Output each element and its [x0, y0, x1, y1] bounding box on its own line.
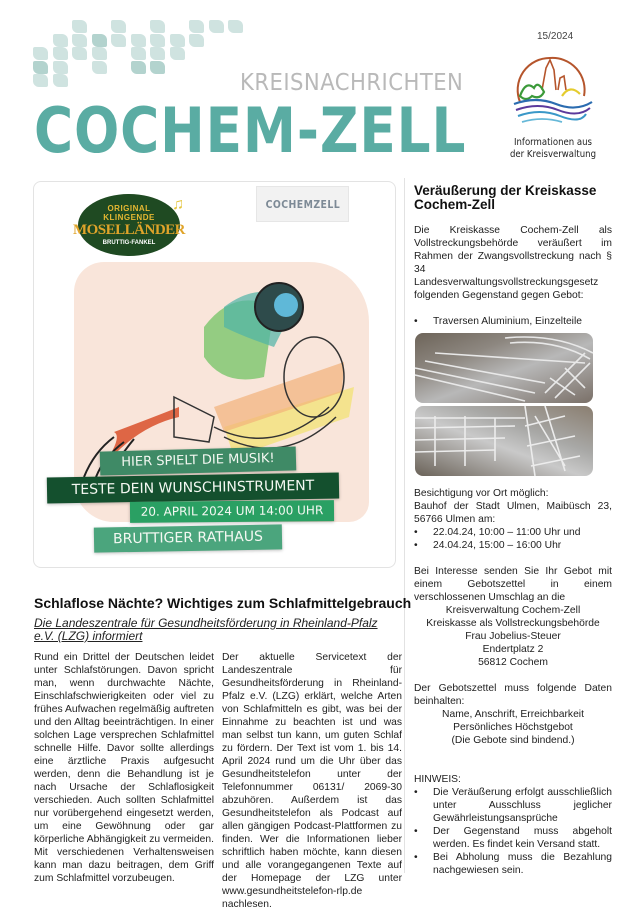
- address-line: Kreisverwaltung Cochem-Zell: [445, 605, 581, 616]
- address-line: Frau Jobelius-Steuer: [465, 631, 561, 642]
- article-subtitle: Die Landeszentrale für Gesundheitsförderung in Rheinland-Pfalz e.V. (LZG) informiert: [34, 616, 378, 643]
- mosaic-tile: [53, 74, 68, 87]
- bid-instructions: Bei Interesse senden Sie Ihr Gebot mit einem Gebotszettel in einem verschlossenen Umschlag an die: [414, 566, 612, 603]
- mosaic-tile: [33, 74, 48, 87]
- crest-wave-4: [522, 119, 562, 122]
- poster-banner-venue: BRUTTIGER RATHAUS: [94, 524, 282, 552]
- notice-item: [414, 825, 612, 851]
- district-crest-icon: [506, 50, 594, 132]
- crest-castle: [542, 60, 566, 90]
- issue-number: 15/2024: [537, 31, 574, 42]
- bullet: •: [414, 540, 418, 551]
- address-line: Kreiskasse als Vollstreckungsbehörde: [426, 618, 600, 629]
- mosaic-tile: [33, 47, 48, 60]
- auction-intro: Die Kreiskasse Cochem-Zell als Vollstreckungsbehörde veräußert im Rahmen der Zwangsvollstreckung nach § 34 Landesverwaltungsvollstreckungsgesetz folgenden Gegenstand gegen Gebot:: [414, 225, 612, 301]
- mosaic-tile: [72, 34, 87, 47]
- notice-text: Der Gegenstand muss abgeholt werden. Es findet kein Versand statt.: [433, 826, 612, 850]
- mosaic-tile: [53, 47, 68, 60]
- club-logo-town: BRUTTIG-FANKEL: [102, 239, 156, 246]
- truss-lines-2: [415, 406, 593, 476]
- crest-sun: [562, 89, 580, 96]
- mosaic-tile: [131, 61, 146, 74]
- mosaic-tile: [189, 20, 204, 33]
- mosaic-tile: [150, 20, 165, 33]
- mosaic-tile: [228, 20, 243, 33]
- mosaic-tile: [92, 47, 107, 60]
- mosaic-tile: [111, 34, 126, 47]
- masthead-supertitle: KREISNACHRICHTEN: [240, 70, 464, 96]
- mosaic-tile: [33, 61, 48, 74]
- mosaic-tile: [170, 47, 185, 60]
- article-title: Schlaflose Nächte? Wichtiges zum Schlafmittelgebrauch: [34, 595, 412, 611]
- viewing-location: Bauhof der Stadt Ulmen, Maibüsch 23, 56766 Ulmen am:: [414, 501, 612, 525]
- aluminium-truss-photo-2: [415, 406, 593, 476]
- mosaic-tile: [53, 61, 68, 74]
- auction-item-text: Traversen Aluminium, Einzelteile: [433, 316, 582, 327]
- aluminium-truss-photo-1: [415, 333, 593, 403]
- helmet-visor: [274, 293, 298, 317]
- mosaic-tile: [53, 34, 68, 47]
- bid-slip-field: (Die Gebote sind bindend.): [451, 735, 575, 746]
- bullet: •: [414, 852, 418, 863]
- tuba-bell: [174, 397, 214, 442]
- astronaut-with-tuba-illustration: [74, 267, 374, 467]
- club-logo-name: MOSELLÄNDER: [72, 221, 186, 238]
- article-column-1: Rund ein Drittel der Deutschen leidet unter Schlafstörungen. Davon spricht man, wenn durchwachte Nächte, Einschlafschwierigkeiten oder viel zu frühes Aufwachen regelmäßig auftreten und den Alltag beeinträchtigen. In einer solchen Lage versprechen Schlafmittel schnelle Hilfe. Davor sollte allerdings eine ärztliche Praxis aufgesucht werden, denn die Behandlung ist je nach Ursache der Schlaflosigkeit verschieden. Auch sollten Schlafmittel nur vorübergehend eingesetzt werden, um eine Gewöhnung oder gar körperliche Abhängigkeit zu vermeiden. Mit verschiedenen Verhaltensweisen kann man dazu beitragen, dem Griff zum Schlafmittel vorzubeugen.: [34, 652, 214, 884]
- mosaic-tile: [131, 47, 146, 60]
- mosaic-tile: [189, 34, 204, 47]
- column-divider: [404, 178, 405, 873]
- auction-notice: [414, 184, 612, 877]
- article-column-2: Der aktuelle Servicetext der Landeszentrale für Gesundheitsförderung in Rheinland-Pfalz e.V. (LZG) erklärt, welche Arten von Schlafmitteln es gibt, was bei der Einnahme zu beachten ist und was man selbst tun kann, um guten Schlaf zu fördern. Der Text ist vom 1. bis 14. April 2024 rund um die Uhr über das Gesundheitstelefon unter der Telefonnummer 06131/ 2069-30 abzuhören. Außerdem ist das Gesundheitstelefon als Podcast auf allen gängigen Podcast-Plattformen zu finden. Wer die Informationen lieber schriftlich haben möchte, kann diesen und alle vorangegangenen Texte auf der Homepage der LZG unter www.gesundheitstelefon-rlp.de nachlesen.: [222, 652, 402, 910]
- viewing-date-text: 22.04.24, 10:00 – 11:00 Uhr und: [433, 527, 581, 538]
- auction-photos: [415, 333, 593, 476]
- poster-banner-invite: TESTE DEIN WUNSCHINSTRUMENT: [47, 472, 339, 503]
- notice-item: [414, 851, 612, 877]
- bullet: •: [414, 527, 418, 538]
- mosaic-tile: [131, 34, 146, 47]
- notice-text: Bei Abholung muss die Bezahlung nachgewiesen sein.: [433, 852, 612, 876]
- club-logo-line1: ORIGINAL: [107, 203, 151, 213]
- address-line: 56812 Cochem: [478, 657, 548, 668]
- crest-vineyard: [520, 85, 544, 99]
- bid-slip-intro: Der Gebotszettel muss folgende Daten beinhalten:: [414, 683, 612, 707]
- bullet: •: [414, 316, 418, 327]
- mosaic-tile: [72, 20, 87, 33]
- auction-title: Veräußerung der Kreiskasse Cochem-Zell: [414, 183, 597, 212]
- club-logo: [72, 194, 186, 256]
- bid-slip-field: Name, Anschrift, Erreichbarkeit: [442, 709, 584, 720]
- mosaic-tile: [170, 34, 185, 47]
- bullet: •: [414, 826, 418, 837]
- poster-banner-date: 20. APRIL 2024 UM 14:00 UHR: [130, 500, 334, 523]
- mosaic-tile: [150, 34, 165, 47]
- viewing-date: [414, 526, 612, 539]
- mosaic-tile: [111, 20, 126, 33]
- crest-caption-line2: der Kreisverwaltung: [509, 149, 597, 160]
- viewing-date: [414, 539, 612, 552]
- mosaic-tile: [92, 34, 107, 47]
- mosaic-tile: [150, 61, 165, 74]
- club-logo-line2: KLINGENDE: [103, 212, 155, 222]
- notice-text: Die Veräußerung erfolgt ausschließlich unter Ausschluss jeglicher Gewährleistungsansprüche: [433, 787, 612, 824]
- mosaic-tile: [150, 47, 165, 60]
- bid-slip-field: Persönliches Höchstgebot: [453, 722, 573, 733]
- bullet: •: [414, 787, 418, 798]
- crest-caption: [504, 137, 603, 161]
- badge-text: COCHEMZELL: [265, 197, 340, 211]
- auction-item: [414, 315, 612, 328]
- mosaic-tile: [72, 47, 87, 60]
- viewing-heading: Besichtigung vor Ort möglich:: [414, 488, 549, 499]
- crest-caption-line1: Informationen aus: [513, 137, 592, 148]
- cochem-zell-badge: [256, 186, 349, 222]
- masthead-title: COCHEM-ZELL: [34, 94, 467, 167]
- notice-item: [414, 786, 612, 825]
- notice-heading: HINWEIS:: [414, 774, 461, 785]
- truss-lines-1: [415, 333, 593, 403]
- address-line: Endertplatz 2: [482, 644, 544, 655]
- mosaic-tile: [209, 20, 224, 33]
- mosaic-tile: [92, 61, 107, 74]
- poster-banner-slogan: HIER SPIELT DIE MUSIK!: [100, 446, 297, 475]
- viewing-date-text: 24.04.24, 15:00 – 16:00 Uhr: [433, 540, 562, 551]
- music-notes-icon: ♫: [172, 196, 184, 213]
- event-poster: [33, 181, 396, 568]
